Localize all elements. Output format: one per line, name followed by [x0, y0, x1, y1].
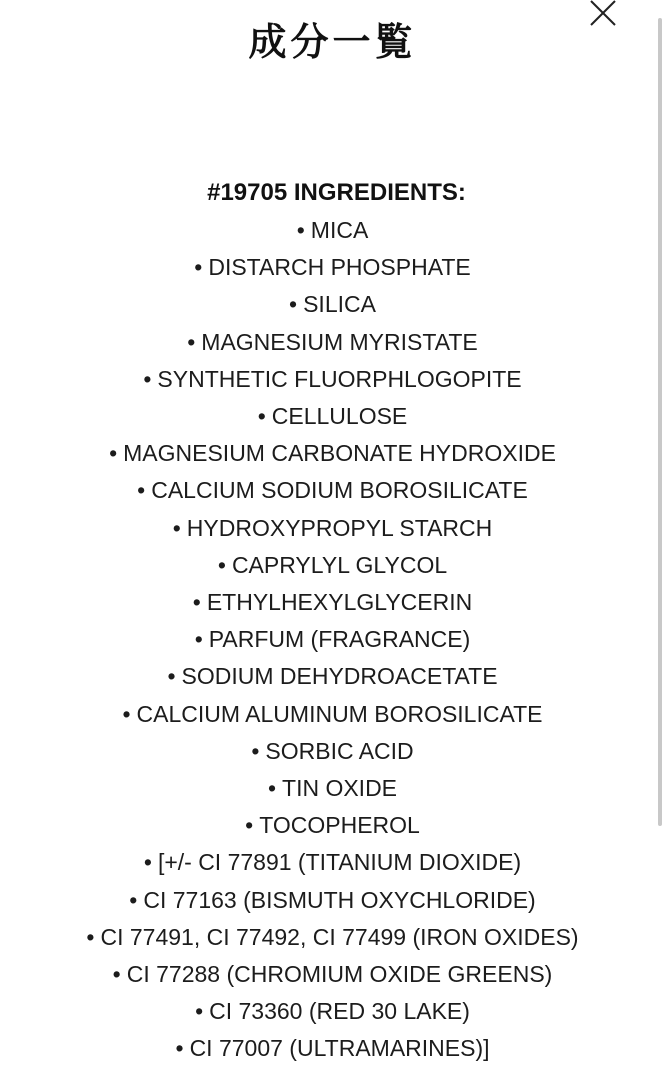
list-item: [0, 882, 665, 919]
ingredient-name: SILICA: [303, 291, 376, 318]
bullet: •: [143, 849, 152, 876]
bullet: •: [122, 700, 131, 727]
ingredient-name: MICA: [310, 217, 369, 243]
list-item: [0, 547, 665, 584]
ingredient-name: TOCOPHEROL: [259, 812, 420, 839]
list-item: [0, 956, 665, 993]
list-item: [0, 510, 665, 547]
ingredient-name: SORBIC ACID: [265, 737, 414, 764]
bullet: •: [296, 217, 305, 243]
list-item: [0, 919, 665, 956]
list-item: [0, 658, 665, 695]
bullet: •: [175, 1035, 184, 1062]
list-item: [0, 584, 665, 621]
ingredient-name: CI 77163 (BISMUTH OXYCHLORIDE): [143, 886, 536, 913]
ingredient-name: MAGNESIUM MYRISTATE: [201, 328, 478, 355]
list-item: [0, 844, 665, 881]
list-item: [0, 472, 665, 509]
list-item: [0, 286, 665, 323]
list-item: [0, 361, 665, 398]
bullet: •: [187, 328, 196, 355]
bullet: •: [137, 477, 146, 504]
ingredient-name: MAGNESIUM CARBONATE HYDROXIDE: [123, 440, 556, 467]
list-item: [0, 733, 665, 770]
bullet: •: [257, 403, 266, 430]
bullet: •: [251, 737, 260, 764]
list-item: [0, 249, 665, 286]
page-title: 成分一覧: [248, 20, 417, 64]
list-item: [0, 1030, 665, 1067]
close-button[interactable]: [582, 0, 622, 32]
bullet: •: [194, 626, 203, 653]
bullet: •: [289, 291, 298, 318]
ingredient-list: [0, 212, 665, 1068]
bullet: •: [172, 514, 181, 541]
ingredient-name: CALCIUM ALUMINUM BOROSILICATE: [136, 700, 543, 727]
ingredient-name: CAPRYLYL GLYCOL: [231, 551, 448, 578]
ingredient-name: DISTARCH PHOSPHATE: [208, 254, 471, 281]
ingredient-name: SODIUM DEHYDROACETATE: [181, 663, 498, 690]
bullet: •: [86, 923, 95, 950]
ingredient-name: CI 77491, CI 77492, CI 77499 (IRON OXIDES): [100, 923, 579, 950]
bullet: •: [129, 886, 138, 913]
list-item: [0, 807, 665, 844]
ingredient-name: CI 77007 (ULTRAMARINES)]: [189, 1035, 490, 1062]
close-icon: [582, 0, 622, 32]
ingredient-name: HYDROXYPROPYL STARCH: [186, 514, 493, 541]
bullet: •: [217, 551, 226, 578]
bullet: •: [143, 365, 152, 392]
ingredient-name: CI 73360 (RED 30 LAKE): [209, 998, 470, 1025]
list-item: [0, 770, 665, 807]
ingredient-name: TIN OXIDE: [282, 775, 398, 802]
bullet: •: [167, 663, 176, 690]
scrollbar[interactable]: [656, 0, 665, 1080]
list-item: [0, 435, 665, 472]
bullet: •: [192, 589, 201, 616]
ingredient-name: ETHYLHEXYLGLYCERIN: [206, 589, 473, 616]
ingredient-name: [+/- CI 77891 (TITANIUM DIOXIDE): [157, 849, 522, 876]
list-item: [0, 993, 665, 1030]
list-item: [0, 212, 665, 249]
bullet: •: [112, 961, 121, 988]
list-item: [0, 696, 665, 733]
ingredients-heading: #19705 INGREDIENTS:: [207, 179, 466, 206]
list-item: [0, 621, 665, 658]
bullet: •: [194, 254, 203, 281]
ingredient-name: CALCIUM SODIUM BOROSILICATE: [151, 477, 528, 504]
ingredient-name: PARFUM (FRAGRANCE): [208, 626, 471, 653]
bullet: •: [245, 812, 254, 839]
list-item: [0, 324, 665, 361]
scrollbar-thumb[interactable]: [658, 18, 662, 826]
list-item: [0, 398, 665, 435]
bullet: •: [109, 440, 118, 467]
ingredient-name: CI 77288 (CHROMIUM OXIDE GREENS): [126, 961, 553, 988]
bullet: •: [267, 775, 277, 802]
ingredients-section: [0, 174, 665, 1068]
ingredient-name: SYNTHETIC FLUORPHLOGOPITE: [157, 365, 522, 392]
ingredient-name: CELLULOSE: [271, 403, 408, 430]
bullet: •: [195, 998, 204, 1025]
